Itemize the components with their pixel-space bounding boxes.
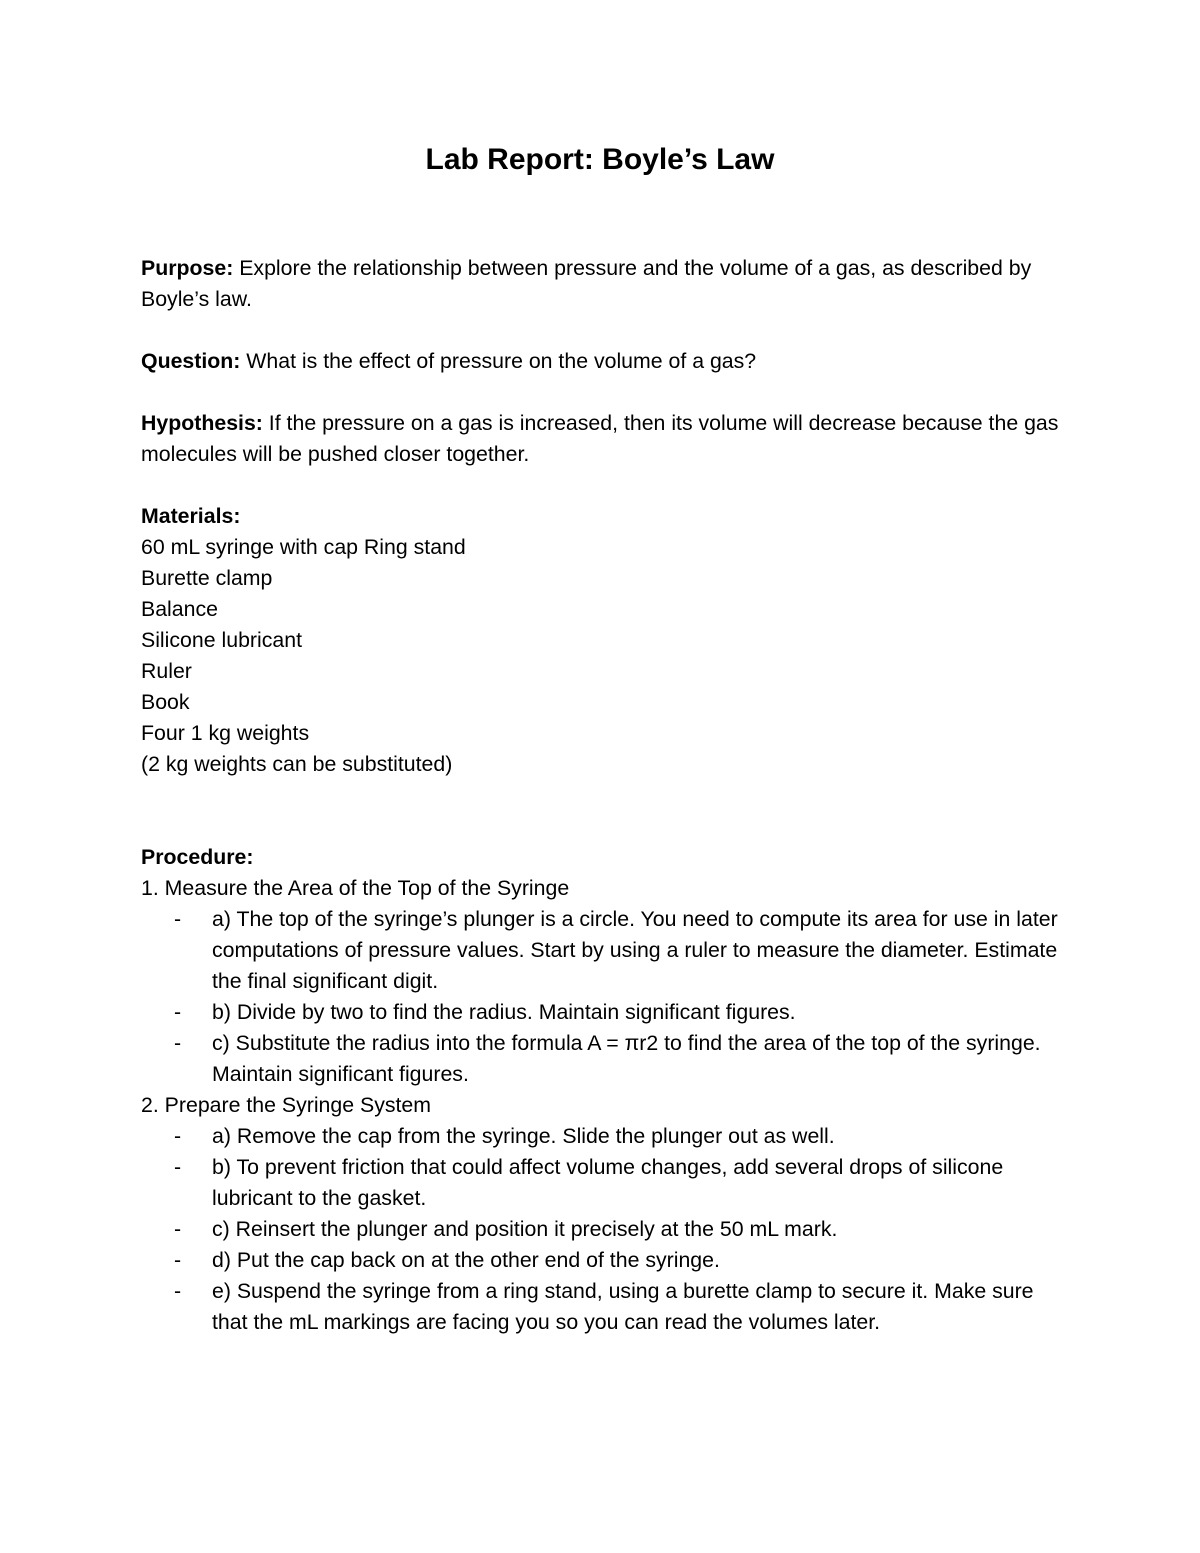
procedure-step-title: 1. Measure the Area of the Top of the Syringe	[141, 876, 570, 900]
procedure-substep	[141, 1214, 1061, 1245]
purpose-text: Explore the relationship between pressure and the volume of a gas, as described by Boyle’s law.	[141, 256, 1032, 311]
page-title: Lab Report: Boyle’s Law	[425, 143, 775, 176]
bullet-dash: -	[174, 1000, 182, 1024]
bullet-dash: -	[174, 1217, 182, 1241]
hypothesis-text: If the pressure on a gas is increased, then its volume will decrease because the gas molecules will be pushed closer together.	[141, 411, 1059, 466]
substep-text: c) Substitute the radius into the formula A = πr2 to find the area of the top of the syringe. Maintain significant figures.	[212, 1031, 1041, 1086]
hypothesis-label: Hypothesis:	[141, 411, 263, 435]
document-body	[141, 253, 1061, 1338]
procedure-step	[141, 873, 1061, 1090]
bullet-dash: -	[174, 1248, 182, 1272]
substep-text: d) Put the cap back on at the other end of the syringe.	[212, 1248, 720, 1272]
procedure-substep	[141, 997, 1061, 1028]
substep-text: a) The top of the syringe’s plunger is a circle. You need to compute its area for use in later computations of pressure values. Start by using a ruler to measure the diameter. Estimate the final significant digit.	[212, 907, 1058, 993]
bullet-dash: -	[174, 1155, 182, 1179]
procedure-substep	[141, 1245, 1061, 1276]
procedure-step	[141, 1090, 1061, 1338]
materials-list	[141, 532, 1061, 780]
substep-text: b) Divide by two to find the radius. Maintain significant figures.	[212, 1000, 796, 1024]
procedure-substep	[141, 904, 1061, 997]
procedure-step-title: 2. Prepare the Syringe System	[141, 1093, 432, 1117]
question-paragraph	[141, 346, 1061, 377]
procedure-substep	[141, 1276, 1061, 1338]
materials-item: Burette clamp	[141, 566, 273, 590]
procedure-substep	[141, 1121, 1061, 1152]
materials-item: Four 1 kg weights	[141, 721, 310, 745]
substep-text: b) To prevent friction that could affect volume changes, add several drops of silicone lubricant to the gasket.	[212, 1155, 1004, 1210]
bullet-dash: -	[174, 1031, 182, 1055]
bullet-dash: -	[174, 1279, 182, 1303]
bullet-dash: -	[174, 907, 182, 931]
materials-item: Ruler	[141, 659, 192, 683]
procedure-substep	[141, 1028, 1061, 1090]
substep-text: e) Suspend the syringe from a ring stand, using a burette clamp to secure it. Make sure that the mL markings are facing you so you can read the volumes later.	[212, 1279, 1034, 1334]
materials-item: (2 kg weights can be substituted)	[141, 752, 453, 776]
materials-label: Materials:	[141, 504, 241, 528]
purpose-paragraph	[141, 253, 1061, 315]
substep-text: c) Reinsert the plunger and position it precisely at the 50 mL mark.	[212, 1217, 838, 1241]
hypothesis-paragraph	[141, 408, 1061, 470]
procedure-substep	[141, 1152, 1061, 1214]
bullet-dash: -	[174, 1124, 182, 1148]
materials-item: 60 mL syringe with cap Ring stand	[141, 535, 466, 559]
purpose-label: Purpose:	[141, 256, 234, 280]
substep-text: a) Remove the cap from the syringe. Slide the plunger out as well.	[212, 1124, 835, 1148]
question-label: Question:	[141, 349, 241, 373]
question-text: What is the effect of pressure on the volume of a gas?	[240, 349, 757, 373]
materials-item: Book	[141, 690, 190, 714]
materials-item: Balance	[141, 597, 218, 621]
materials-item: Silicone lubricant	[141, 628, 302, 652]
procedure-label: Procedure:	[141, 845, 254, 869]
